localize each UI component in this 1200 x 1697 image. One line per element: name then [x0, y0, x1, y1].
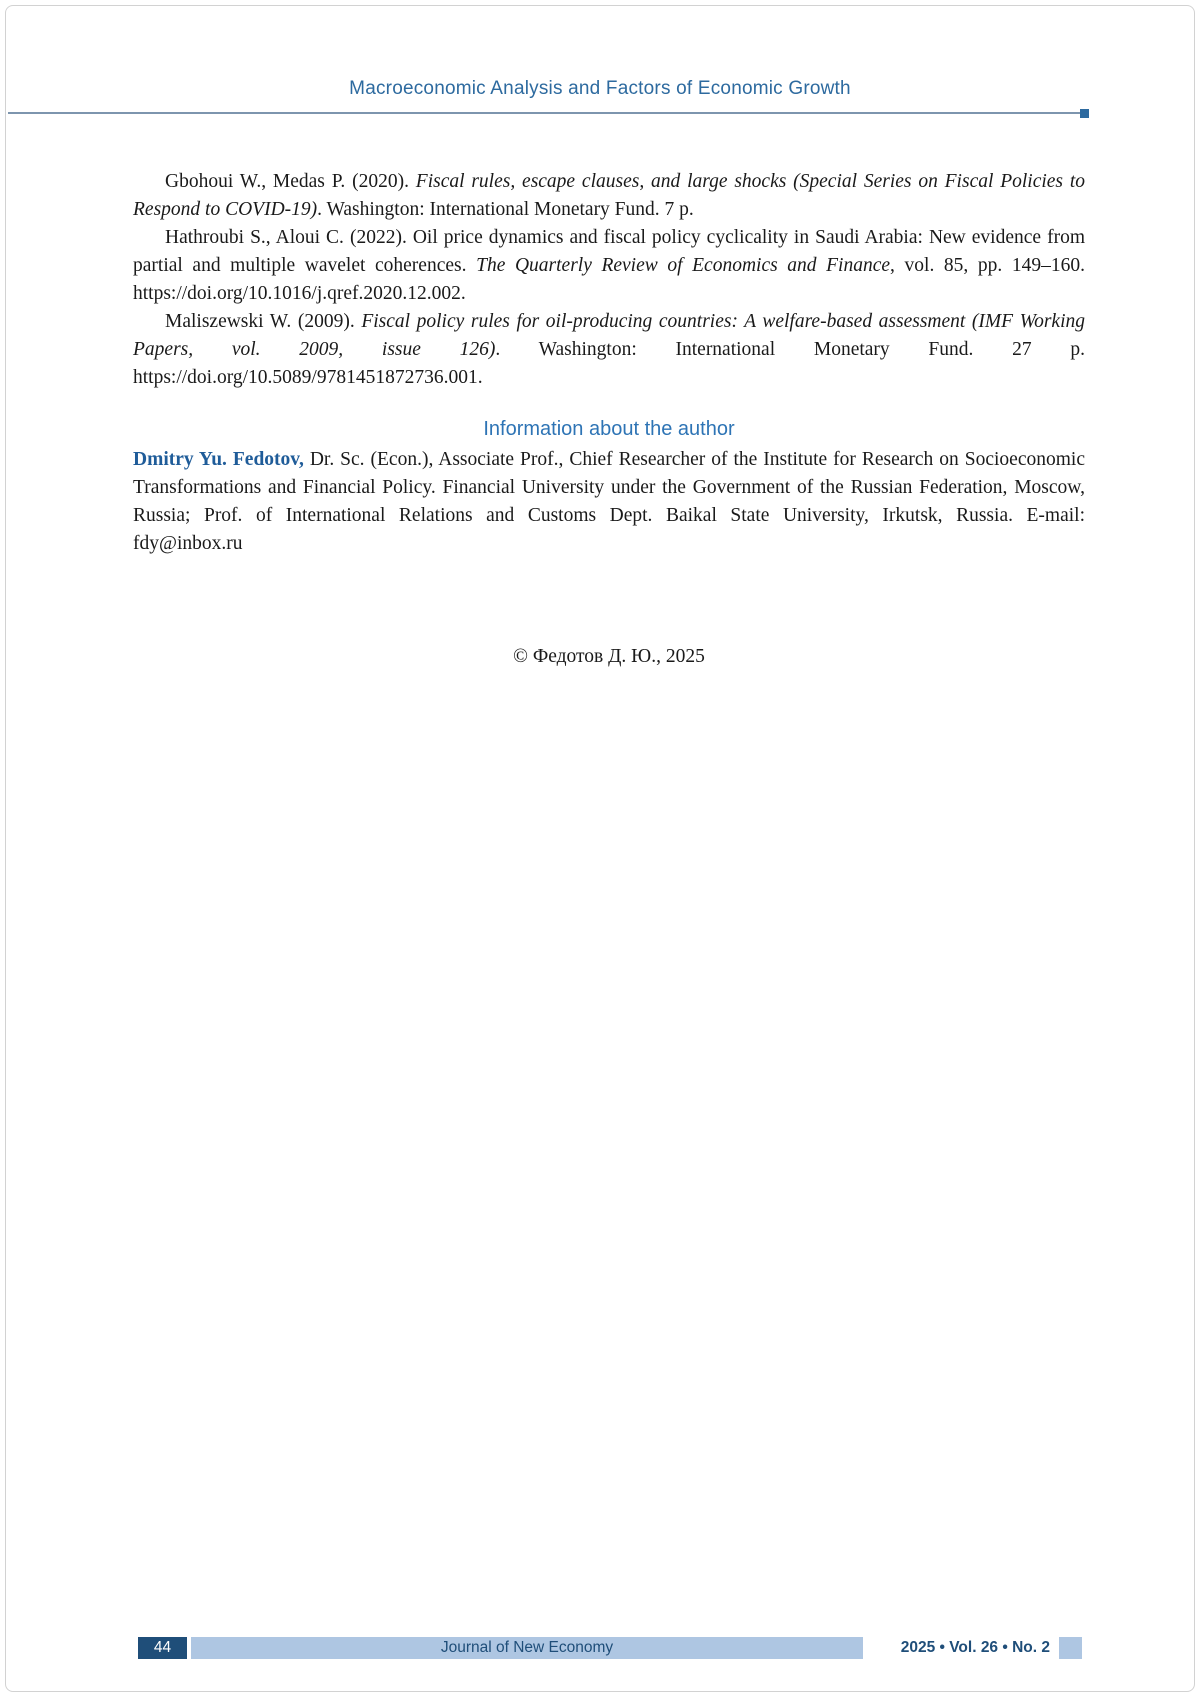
- reference-entry: [133, 224, 1085, 308]
- running-head-title: Macroeconomic Analysis and Factors of Economic Growth: [349, 78, 851, 99]
- section-heading-author-info: Information about the author: [483, 418, 735, 440]
- reference-italic-title: Fiscal policy rules for oil-producing countries: A welfare-based assessment (IMF Working Papers, vol. 2009, issue 126): [133, 311, 1085, 360]
- reference-entry: [133, 308, 1085, 392]
- reference-text: Maliszewski W. (2009).: [165, 311, 362, 332]
- page-header: [0, 78, 1200, 100]
- header-rule-square: [1080, 109, 1089, 118]
- header-rule: [8, 112, 1080, 114]
- footer-accent-square: [1059, 1637, 1082, 1659]
- author-bio-text: Dr. Sc. (Econ.), Associate Prof., Chief Researcher of the Institute for Research on Socioeconomic Transformations and Financial Policy. Financial University under the Government of the Russian Federation, Moscow, Russia; Prof. of International Relations and Customs Dept. Baikal State University, Irkutsk, Russia. E-mail: fdy@inbox.ru: [133, 449, 1085, 554]
- reference-text: . Washington: International Monetary Fund. 7 p.: [317, 199, 694, 220]
- page-footer: [0, 1637, 1200, 1659]
- issue-info: 2025 • Vol. 26 • No. 2: [900, 1639, 1050, 1656]
- reference-italic-title: Fiscal rules, escape clauses, and large shocks (Special Series on Fiscal Policies to Respond to COVID-19): [133, 171, 1086, 220]
- reference-text: . Washington: International Monetary Fund. 27 p. https://doi.org/10.5089/9781451872736.001.: [133, 339, 1085, 388]
- reference-entry: [133, 168, 1085, 224]
- reference-text: Hathroubi S., Aloui C. (2022). Oil price dynamics and fiscal policy cyclicality in Saudi Arabia: New evidence from partial and multiple wavelet coherences.: [133, 227, 1085, 276]
- reference-text: Gbohoui W., Medas P. (2020).: [165, 171, 416, 192]
- author-name: Dmitry Yu. Fedotov,: [133, 449, 304, 470]
- page-content: [133, 168, 1085, 668]
- author-info-paragraph: [133, 446, 1085, 558]
- copyright-line: © Федотов Д. Ю., 2025: [513, 646, 705, 667]
- reference-text: , vol. 85, pp. 149–160. https://doi.org/10.1016/j.qref.2020.12.002.: [133, 255, 1086, 304]
- reference-italic-title: The Quarterly Review of Economics and Finance: [476, 255, 891, 276]
- journal-name-bar: Journal of New Economy: [191, 1637, 863, 1659]
- page-number-badge: 44: [138, 1637, 187, 1659]
